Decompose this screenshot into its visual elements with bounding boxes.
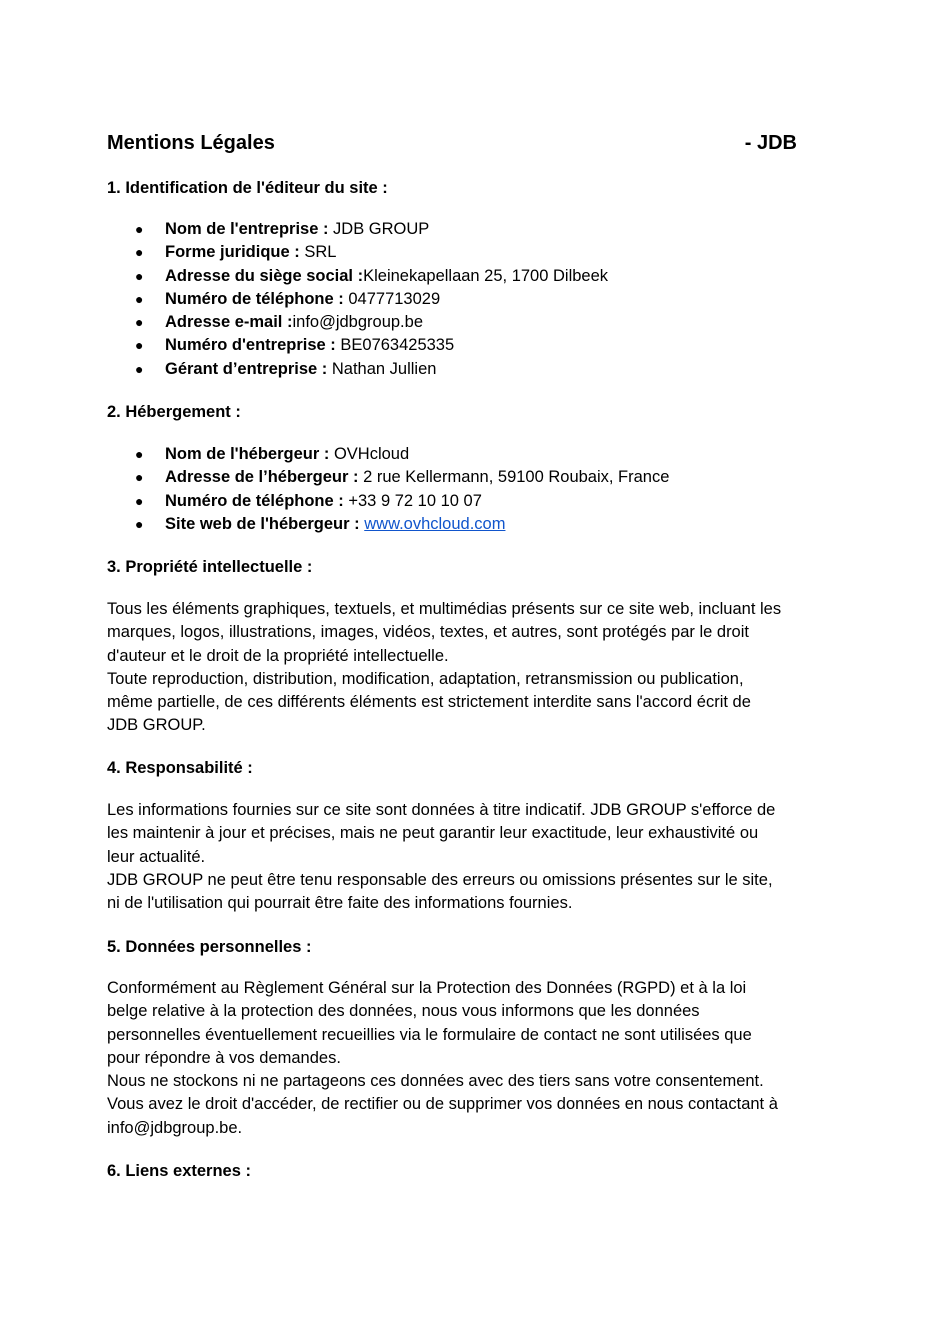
bullet-icon: ● <box>135 244 144 261</box>
bullet-icon: ● <box>135 360 144 377</box>
responsabilite-paragraph: Les informations fournies sur ce site sont données à titre indicatif. JDB GROUP s'efforce de les maintenir à jour et précises, mais ne peut garantir leur exactitude, leur exhaustivité ou leur actualité. JDB GROUP ne peut être tenu responsable des erreurs ou omissions présentes sur le site, ni de l'utilisation qui pourrait être faite des informations fournies. <box>107 801 776 913</box>
list-item: ● Numéro de téléphone : +33 9 72 10 10 07 <box>107 490 669 513</box>
section-heading-liens: 6. Liens externes : <box>107 1162 251 1180</box>
list-item: ● Gérant d’entreprise : Nathan Jullien <box>107 358 608 381</box>
section-heading-propriete: 3. Propriété intellectuelle : <box>107 558 313 576</box>
propriete-paragraph: Tous les éléments graphiques, textuels, et multimédias présents sur ce site web, incluant les marques, logos, illustrations, images, vidéos, textes, et autres, sont protégés par le droit d'auteur et le droit de la propriété intellectuelle. Toute reproduction, distribution, modification, adaptation, retransmission ou publication, même partielle, de ces différents éléments est strictement interdite sans l'accord écrit de JDB GROUP. <box>107 600 782 735</box>
list-item: ● Adresse du siège social :Kleinekapellaan 25, 1700 Dilbeek <box>107 265 608 288</box>
bullet-icon: ● <box>135 446 144 462</box>
title-suffix: - JDB <box>744 132 797 154</box>
bullet-icon: ● <box>135 469 144 486</box>
bullet-icon: ● <box>135 267 144 284</box>
bullet-icon: ● <box>135 337 144 354</box>
section-heading-identification: 1. Identification de l'éditeur du site : <box>107 179 388 197</box>
list-item: ● Numéro de téléphone : 0477713029 <box>107 288 608 311</box>
bullet-icon: ● <box>135 492 144 509</box>
identification-list <box>107 218 608 381</box>
list-item: ● Nom de l'hébergeur : OVHcloud <box>107 443 669 466</box>
title-text: Mentions Légales <box>107 132 275 154</box>
list-item: ● Adresse de l’hébergeur : 2 rue Kellermann, 59100 Roubaix, France <box>107 466 669 489</box>
hebergement-list <box>107 443 669 536</box>
section-heading-responsabilite: 4. Responsabilité : <box>107 759 253 777</box>
donnees-paragraph: Conformément au Règlement Général sur la Protection des Données (RGPD) et à la loi belge relative à la protection des données, nous vous informons que les données personnelles éventuellement recueillies via le formulaire de contact ne sont utilisées que pour répondre à vos demandes. Nous ne stockons ni ne partageons ces données avec des tiers sans votre consentement. Vous avez le droit d'accéder, de rectifier ou de supprimer vos données en nous contactant à info@jdbgroup.be. <box>107 979 778 1137</box>
host-website-link[interactable]: www.ovhcloud.com <box>364 514 506 533</box>
bullet-icon: ● <box>135 314 144 331</box>
list-item: ● Adresse e-mail :info@jdbgroup.be <box>107 311 608 334</box>
list-item: ● Site web de l'hébergeur : www.ovhcloud.com <box>107 513 669 536</box>
list-item: ● Nom de l'entreprise : JDB GROUP <box>107 218 608 241</box>
list-item: ● Forme juridique : SRL <box>107 241 608 264</box>
list-item: ● Numéro d'entreprise : BE0763425335 <box>107 334 608 357</box>
bullet-icon: ● <box>135 290 144 307</box>
bullet-icon: ● <box>135 221 144 237</box>
section-heading-donnees: 5. Données personnelles : <box>107 938 312 956</box>
section-heading-hebergement: 2. Hébergement : <box>107 403 241 421</box>
bullet-icon: ● <box>135 515 144 532</box>
